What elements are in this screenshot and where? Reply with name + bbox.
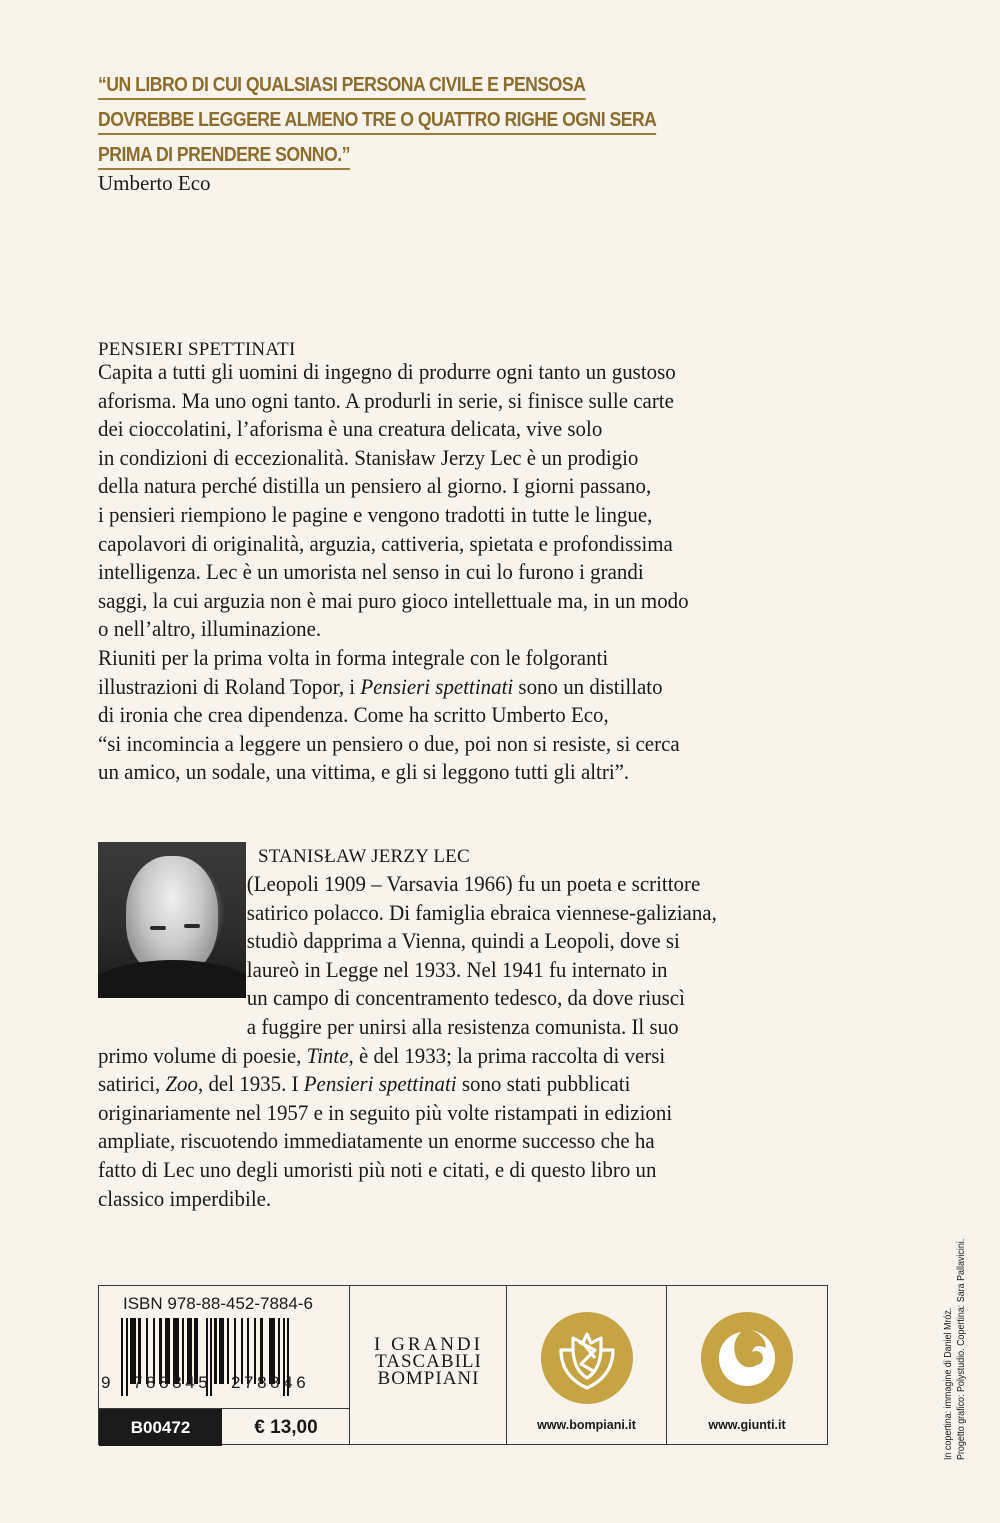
barcode-panel xyxy=(99,1286,350,1444)
bio-text: primo volume di poesie, xyxy=(98,1042,307,1068)
series-panel xyxy=(350,1286,507,1444)
bio-line: a fuggire per unirsi alla resistenza comunista. Il suo xyxy=(246,1013,679,1039)
description-line: di ironia che crea dipendenza. Come ha scritto Umberto Eco, xyxy=(98,702,609,728)
bio-line: satirico polacco. Di famiglia ebraica viennese-galiziana, xyxy=(246,899,717,925)
giunti-swirl-icon xyxy=(701,1312,793,1404)
bio-line xyxy=(98,1070,717,1099)
publisher-panel xyxy=(507,1286,667,1444)
quote-line: PRIMA DI PRENDERE SONNO.” xyxy=(98,142,350,170)
description-line: dei cioccolatini, l’aforisma è una creatura delicata, vive solo xyxy=(98,416,603,442)
work-title-italic: Zoo xyxy=(165,1071,198,1097)
description-line: un amico, un sodale, una vittima, e gli si leggono tutti gli altri”. xyxy=(98,759,630,785)
bio-line xyxy=(98,1042,717,1071)
description-line: aforisma. Ma uno ogni tanto. A produrli in serie, si finisce sulle carte xyxy=(98,387,674,413)
quote-author: Umberto Eco xyxy=(98,171,211,195)
barcode-digits-left: 788845 xyxy=(133,1373,212,1392)
work-title-italic: Pensieri spettinati xyxy=(303,1071,457,1097)
author-name: STANISŁAW JERZY LEC xyxy=(258,846,470,867)
series-line: BOMPIANI xyxy=(377,1368,480,1389)
description-line: saggi, la cui arguzia non è mai puro gioco intellettuale ma, in un modo xyxy=(98,587,689,613)
description-line: i pensieri riempiono le pagine e vengono tradotti in tutte le lingue, xyxy=(98,501,653,527)
description-line: in condizioni di eccezionalità. Stanisław Jerzy Lec è un prodigio xyxy=(98,444,639,470)
description-line: della natura perché distilla un pensiero al giorno. I giorni passano, xyxy=(98,473,652,499)
description-line: “si incomincia a leggere un pensiero o due, poi non si resiste, si cerca xyxy=(98,730,680,756)
description-line: Riuniti per la prima volta in forma integrale con le folgoranti xyxy=(98,644,609,670)
description-line: o nell’altro, illuminazione. xyxy=(98,616,322,642)
credit-line: Progetto grafico: Polystudio. Copertina: Sara Pallavicini. xyxy=(954,1238,967,1460)
bio-text: , del 1935. I xyxy=(197,1071,304,1097)
bio-line: ampliate, riscuotendo immediatamente un enorme successo che ha xyxy=(98,1128,655,1154)
bio-text: , è del 1933; la prima raccolta di versi xyxy=(348,1042,666,1068)
code-strip xyxy=(99,1408,350,1446)
book-title: PENSIERI SPETTINATI xyxy=(98,339,296,360)
bompiani-link[interactable]: www.bompiani.it xyxy=(537,1418,636,1432)
work-title-italic: Tinte xyxy=(306,1042,349,1068)
barcode-digits-right: 278846 xyxy=(231,1373,310,1392)
bio-line: studiò dapprima a Vienna, quindi a Leopoli, dove si xyxy=(246,928,680,954)
cover-quote xyxy=(98,72,798,177)
product-code: B00472 xyxy=(99,1409,222,1446)
bio-text: sono stati pubblicati xyxy=(456,1071,631,1097)
quote-line: “UN LIBRO DI CUI QUALSIASI PERSONA CIVILE E PENSOSA xyxy=(98,72,585,100)
description-line: intelligenza. Lec è un umorista nel senso in cui lo furono i grandi xyxy=(98,559,644,585)
bio-line: laureò in Legge nel 1933. Nel 1941 fu internato in xyxy=(246,956,668,982)
bio-line: un campo di concentramento tedesco, da dove riuscì xyxy=(246,985,685,1011)
bio-line: (Leopoli 1909 – Varsavia 1966) fu un poeta e scrittore xyxy=(246,871,701,896)
bio-line: classico imperdibile. xyxy=(98,1185,272,1211)
bio-line: fatto di Lec uno degli umoristi più noti e citati, e di questo libro un xyxy=(98,1156,657,1182)
series-name xyxy=(350,1336,507,1387)
bio-line: originariamente nel 1957 e in seguito più volte ristampati in edizioni xyxy=(98,1099,673,1125)
description-text: illustrazioni di Roland Topor, i xyxy=(98,673,361,699)
quote-line: DOVREBBE LEGGERE ALMENO TRE O QUATTRO RIGHE OGNI SERA xyxy=(98,107,656,135)
price: € 13,00 xyxy=(254,1416,318,1438)
series-line: TASCABILI xyxy=(375,1351,482,1372)
barcode-digit-first: 9 xyxy=(101,1373,115,1392)
bompiani-flower-icon xyxy=(541,1312,633,1404)
info-box xyxy=(98,1285,828,1445)
distributor-panel xyxy=(667,1286,827,1444)
cover-credits xyxy=(942,1200,967,1460)
book-title-italic: Pensieri spettinati xyxy=(360,673,514,699)
description-text: sono un distillato xyxy=(513,673,663,699)
bio-text: satirici, xyxy=(98,1071,166,1097)
author-bio xyxy=(98,870,763,1213)
book-description xyxy=(98,358,733,787)
series-line: I GRANDI xyxy=(374,1334,483,1355)
description-line xyxy=(98,673,689,702)
giunti-link[interactable]: www.giunti.it xyxy=(708,1418,786,1432)
isbn-label: ISBN 978-88-452-7884-6 xyxy=(123,1294,313,1313)
credit-line: In copertina: immagine di Daniel Mróz. xyxy=(942,1307,954,1460)
description-line: Capita a tutti gli uomini di ingegno di produrre ogni tanto un gustoso xyxy=(98,359,676,384)
description-line: capolavori di originalità, arguzia, cattiveria, spietata e profondissima xyxy=(98,530,673,556)
